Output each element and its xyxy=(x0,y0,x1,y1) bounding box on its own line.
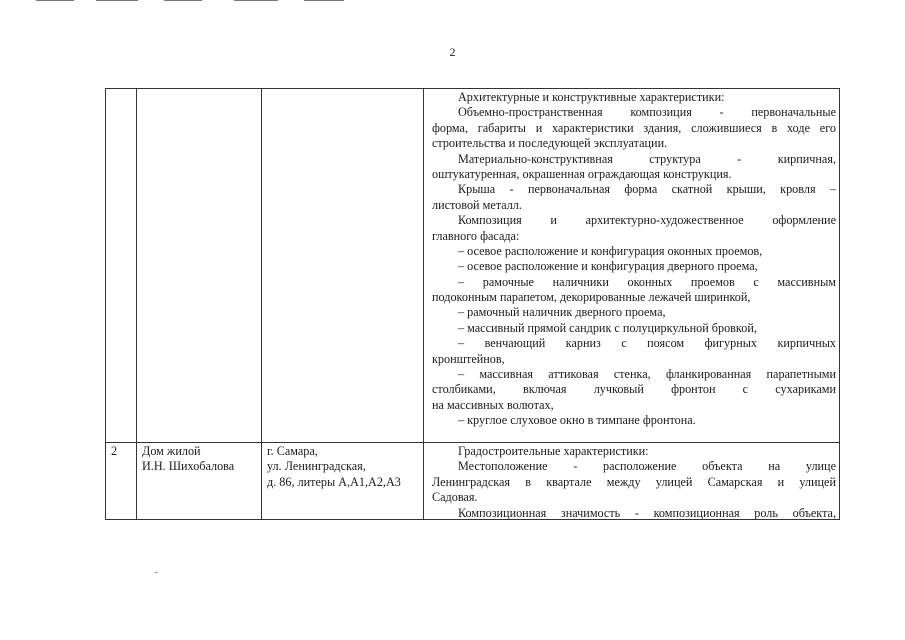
description-line: Архитектурные и конструктивные характеристики: xyxy=(458,90,725,104)
description-line: Садовая. xyxy=(432,490,478,505)
row2-object-name xyxy=(142,444,234,475)
description-line: Композиция и архитектурно-художественное оформление xyxy=(458,213,836,228)
row1-description xyxy=(432,90,836,429)
description-line: строительства и последующей эксплуатации. xyxy=(432,136,668,151)
description-line: – круглое слуховое окно в тимпане фронтона. xyxy=(458,413,696,428)
column-divider xyxy=(136,89,137,519)
row2-number: 2 xyxy=(111,444,118,458)
description-line: подоконным парапетом, декорированные лежачей ширинкой, xyxy=(432,290,751,305)
description-line: – осевое расположение и конфигурация дверного проема, xyxy=(458,259,758,274)
object-name-line: Дом жилой xyxy=(142,444,201,458)
page-number: 2 xyxy=(449,45,456,59)
address-line: ул. Ленинградская, xyxy=(267,459,366,474)
edge-mark xyxy=(164,0,202,1)
description-line: – рамочный наличник дверного проема, xyxy=(458,305,666,320)
description-line: Крыша - первоначальная форма скатной крыши, кровля – xyxy=(458,182,836,197)
edge-mark xyxy=(234,0,278,1)
row-divider xyxy=(106,442,839,443)
scan-speck xyxy=(155,572,158,573)
description-line: кронштейнов, xyxy=(432,351,505,366)
row2-description xyxy=(432,444,836,521)
heritage-table xyxy=(105,88,840,520)
description-line: оштукатуренная, окрашенная ограждающая конструкция. xyxy=(432,166,732,181)
description-line: – массивный прямой сандрик с полуциркульной бровкой, xyxy=(458,320,757,335)
column-divider xyxy=(261,89,262,519)
object-name-line: И.Н. Шихобалова xyxy=(142,459,235,474)
description-line: Материально-конструктивная структура - кирпичная, xyxy=(458,151,836,166)
top-edge-marks xyxy=(36,0,366,3)
description-line: главного фасада: xyxy=(432,228,520,243)
edge-mark xyxy=(96,0,138,1)
edge-mark xyxy=(36,0,74,1)
description-line: – венчающий карниз с поясом фигурных кирпичных xyxy=(458,336,836,351)
column-divider xyxy=(423,89,424,519)
description-line: – осевое расположение и конфигурация оконных проемов, xyxy=(458,243,763,258)
description-line: Композиционная значимость - композиционная роль объекта, xyxy=(458,505,836,520)
description-line: Местоположение - расположение объекта на улице xyxy=(458,459,836,474)
description-line: – массивная аттиковая стенка, фланкированная парапетными xyxy=(458,367,836,382)
description-line: столбиками, включая лучковый фронтон с сухариками xyxy=(432,382,836,397)
description-line: Объемно-пространственная композиция - первоначальные xyxy=(458,105,836,120)
row2-address xyxy=(267,444,401,490)
description-line: на массивных волютах, xyxy=(432,397,554,412)
description-line: Градостроительные характеристики: xyxy=(458,444,649,458)
description-line: листовой металл. xyxy=(432,197,522,212)
description-line: форма, габариты и характеристики здания, сложившиеся в ходе его xyxy=(432,120,836,135)
address-line: д. 86, литеры А,А1,А2,А3 xyxy=(267,474,401,489)
edge-mark xyxy=(304,0,344,1)
address-line: г. Самара, xyxy=(267,444,318,458)
description-line: Ленинградская в квартале между улицей Самарская и улицей xyxy=(432,474,836,489)
description-line: – рамочные наличники оконных проемов с массивным xyxy=(458,274,836,289)
